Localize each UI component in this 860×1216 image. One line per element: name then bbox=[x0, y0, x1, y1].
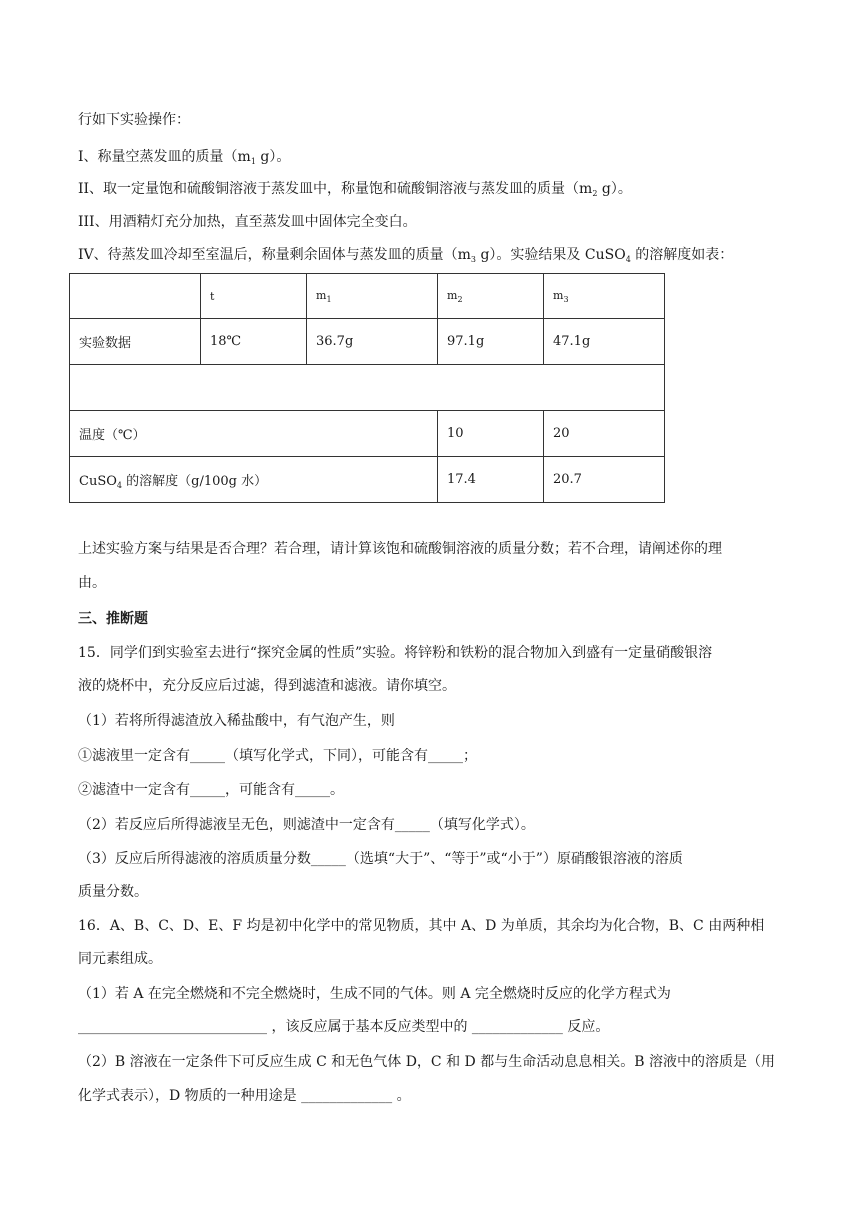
table-cell: 97.1g bbox=[438, 319, 544, 365]
table-cell: 10 bbox=[438, 411, 544, 457]
q15-stem-2: 液的烧杯中，充分反应后过滤，得到滤渣和滤液。请你填空。 bbox=[78, 678, 456, 694]
table-cell: $m_1$ bbox=[307, 274, 438, 319]
q15-part-1b: ②滤渣中一定含有_____，可能含有_____。 bbox=[78, 782, 344, 798]
q16-part-2-line-1: （2）B 溶液在一定条件下可反应生成 C 和无色气体 D，C 和 D 都与生命活动息息相关。B 溶液中的溶质是（用 bbox=[78, 1054, 775, 1070]
q15-part-1a: ①滤液里一定含有_____（填写化学式，下同），可能含有_____； bbox=[78, 748, 477, 764]
table-cell: 20 bbox=[544, 411, 665, 457]
q16-stem-2: 同元素组成。 bbox=[78, 951, 162, 967]
q16-part-1-line-2: ___________________________ ，该反应属于基本反应类型中的 _____________ 反应。 bbox=[78, 1019, 610, 1035]
table-cell: 20.7 bbox=[544, 457, 665, 503]
table-row bbox=[70, 365, 665, 411]
q16-part-2-line-2: 化学式表示），D 物质的一种用途是 _____________ 。 bbox=[78, 1088, 411, 1104]
table-cell: 36.7g bbox=[307, 319, 438, 365]
q15-stem-1: 15．同学们到实验室去进行“探究金属的性质”实验。将锌粉和铁粉的混合物加入到盛有一定量硝酸银溶 bbox=[78, 645, 713, 661]
table-cell: 18℃ bbox=[201, 319, 307, 365]
q15-part-1: （1）若将所得滤渣放入稀盐酸中，有气泡产生，则 bbox=[78, 713, 395, 729]
table-cell bbox=[70, 274, 201, 319]
table-cell: $m_2$ bbox=[438, 274, 544, 319]
table-cell: 17.4 bbox=[438, 457, 544, 503]
experiment-table bbox=[69, 273, 665, 503]
step-2: II、取一定量饱和硫酸铜溶液于蒸发皿中，称量饱和硫酸铜溶液与蒸发皿的质量（$m_2$ g）。 bbox=[78, 181, 632, 198]
table-cell: CuSO$_4$ 的溶解度（g/100g 水） bbox=[70, 457, 438, 503]
table-row bbox=[70, 319, 665, 365]
q15-part-3-line-1: （3）反应后所得滤液的溶质质量分数_____（选填“大于”、“等于”或“小于”）原硝酸银溶液的溶质 bbox=[78, 851, 683, 867]
section-title: 三、推断题 bbox=[78, 611, 148, 627]
q16-part-1-line-1: （1）若 A 在完全燃烧和不完全燃烧时，生成不同的气体。则 A 完全燃烧时反应的化学方程式为 bbox=[78, 986, 671, 1002]
table-cell: 实验数据 bbox=[70, 319, 201, 365]
q16-stem-1: 16．A、B、C、D、E、F 均是初中化学中的常见物质，其中 A、D 为单质，其余均为化合物，B、C 由两种相 bbox=[78, 918, 765, 934]
table-cell: 温度（℃） bbox=[70, 411, 438, 457]
table-cell bbox=[70, 365, 665, 411]
question-line-1: 上述实验方案与结果是否合理？若合理，请计算该饱和硫酸铜溶液的质量分数；若不合理，请阐述你的理 bbox=[78, 541, 722, 557]
q15-part-3-line-2: 质量分数。 bbox=[78, 884, 148, 900]
table-cell: t bbox=[201, 274, 307, 319]
table-cell: $m_3$ bbox=[544, 274, 665, 319]
table-cell: 47.1g bbox=[544, 319, 665, 365]
intro-text: 行如下实验操作： bbox=[78, 112, 190, 128]
table-row bbox=[70, 457, 665, 503]
table-row bbox=[70, 274, 665, 319]
q15-part-2: （2）若反应后所得滤液呈无色，则滤渣中一定含有_____（填写化学式）。 bbox=[78, 817, 535, 833]
step-1: I、称量空蒸发皿的质量（$m_1$ g）。 bbox=[78, 149, 291, 166]
step-3: III、用酒精灯充分加热，直至蒸发皿中固体完全变白。 bbox=[78, 214, 417, 230]
step-4: IV、待蒸发皿冷却至室温后，称量剩余固体与蒸发皿的质量（$m_3$ g）。实验结果及 CuSO$_4$ 的溶解度如表： bbox=[78, 247, 734, 264]
table-row bbox=[70, 411, 665, 457]
question-line-2: 由。 bbox=[78, 575, 106, 591]
